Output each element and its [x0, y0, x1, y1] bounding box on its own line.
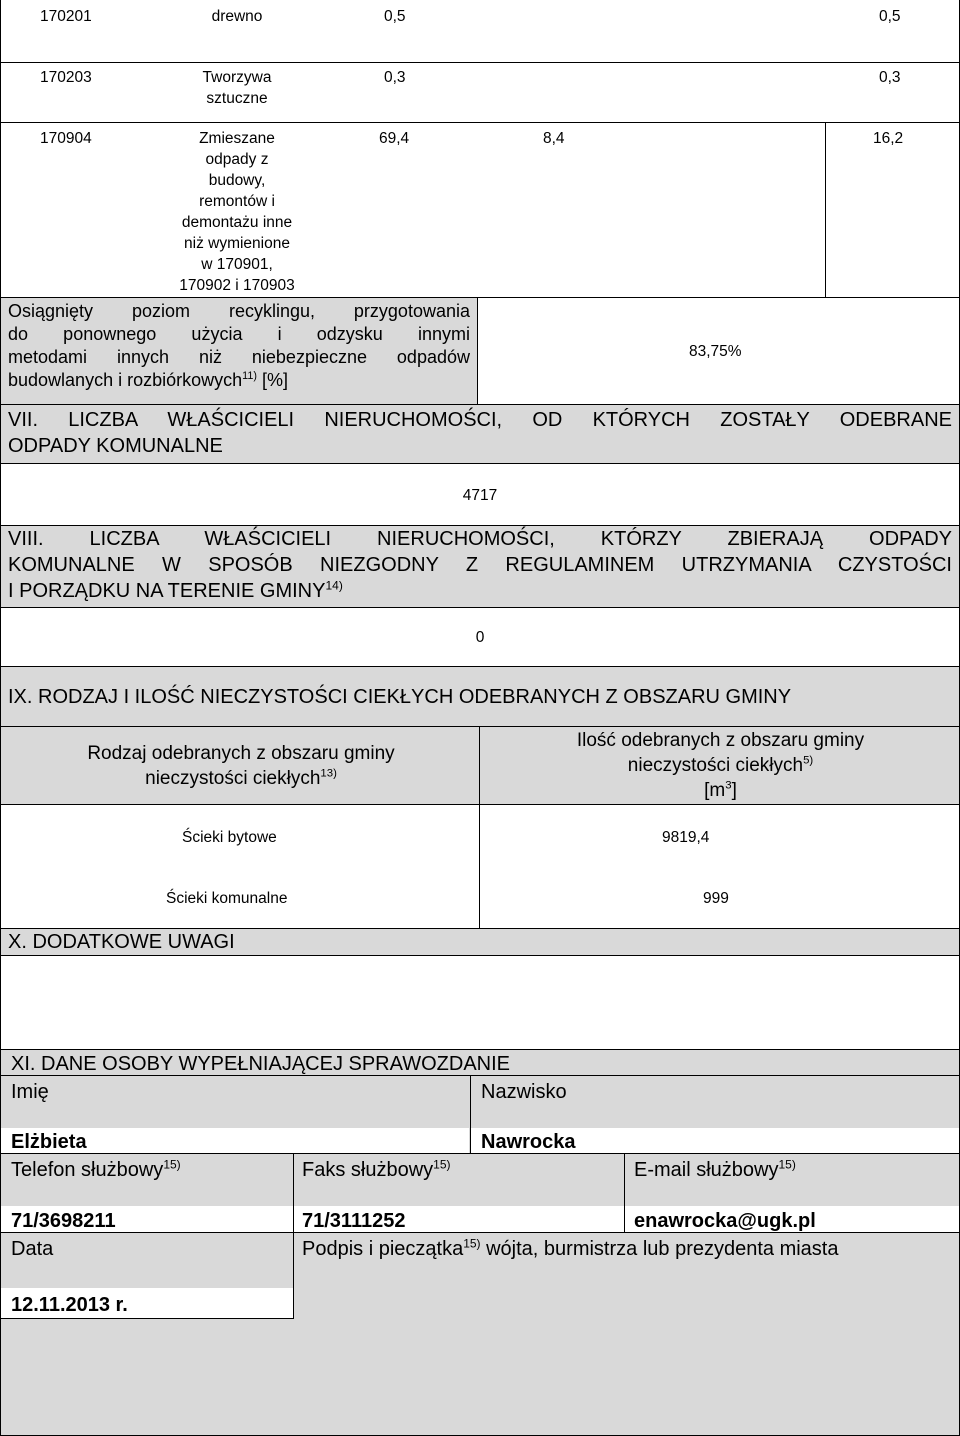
first-name-label: Imię [11, 1081, 49, 1103]
waste-name: drewno [211, 8, 263, 25]
section-viii-value: 0 [475, 629, 485, 646]
section-vii-title: VII. LICZBA WŁAŚCICIELI NIERUCHOMOŚCI, OD KTÓRYCH ZOSTAŁY ODEBRANE ODPADY KOMUNALNE [8, 409, 952, 457]
section-xi-title: XI. DANE OSOBY WYPEŁNIAJĄCEJ SPRAWOZDANIE [11, 1053, 510, 1075]
date-value: 12.11.2013 r. [11, 1294, 128, 1316]
liquid-waste-type-header: Rodzaj odebranych z obszaru gminy nieczystości ciekłych$^{13)}$ [0, 726, 480, 805]
phone-value: 71/3698211 [11, 1210, 116, 1232]
signature-label: Podpis i pieczątka$^{15)}$ wójta, burmistrza lub prezydenta miasta [302, 1236, 839, 1260]
liquid-waste-amount: 9819,4 [662, 829, 710, 846]
waste-code: 170201 [40, 8, 92, 25]
phone-label: Telefon służbowy$^{15)}$ [11, 1157, 181, 1181]
additional-remarks-area [0, 955, 960, 1050]
fax-label: Faks służbowy$^{15)}$ [302, 1157, 451, 1181]
liquid-waste-amount-header: Ilość odebranych z obszaru gminy nieczystości ciekłych$^{5)}$ $[m^3]$ [479, 726, 960, 805]
liquid-waste-type: Ścieki bytowe [182, 829, 277, 846]
waste-value: 0,5 [384, 8, 406, 25]
section-vii-value: 4717 [462, 487, 498, 504]
last-name-label: Nazwisko [481, 1081, 567, 1103]
first-name-value: Elżbieta [11, 1131, 87, 1153]
waste-value: 69,4 [379, 130, 410, 147]
waste-name: Zmieszane odpady z budowy, remontów i demontażu inne niż wymienione w 170901, 170902 i 170903 [179, 130, 295, 294]
waste-code: 170904 [40, 130, 92, 147]
waste-value: 0,3 [879, 69, 901, 86]
waste-code: 170203 [40, 69, 92, 86]
waste-value: 16,2 [873, 130, 904, 147]
email-label: E-mail służbowy$^{15)}$ [634, 1157, 796, 1181]
waste-name: Tworzywa sztuczne [202, 69, 272, 107]
waste-value: 0,3 [384, 69, 406, 86]
liquid-waste-type: Ścieki komunalne [166, 890, 288, 907]
fax-value: 71/3111252 [302, 1210, 406, 1232]
waste-value: 0,5 [879, 8, 901, 25]
section-viii-title: VIII. LICZBA WŁAŚCICIELI NIERUCHOMOŚCI, KTÓRZY ZBIERAJĄ ODPADY KOMUNALNE W SPOSÓB NIEZGODNY Z REGULAMINEM UTRZYMANIA CZYSTOŚCI I PORZĄDKU NA TERENIE GMINY$^{14)}$ [8, 528, 952, 602]
section-x-title: X. DODATKOWE UWAGI [8, 931, 235, 953]
date-label: Data [11, 1238, 54, 1260]
recycling-value: 83,75% [689, 343, 742, 360]
section-ix-title: IX. RODZAJ I ILOŚĆ NIECZYSTOŚCI CIEKŁYCH ODEBRANYCH Z OBSZARU GMINY [8, 686, 792, 708]
last-name-value: Nawrocka [481, 1131, 576, 1153]
liquid-waste-amount: 999 [703, 890, 729, 907]
recycling-label: Osiągnięty poziom recyklingu, przygotowania do ponownego użycia i odzysku innymi metodami innych niż niebezpieczne odpadów budowlanych i rozbiórkowych$^{11)}$ [%] [8, 301, 470, 390]
waste-value: 8,4 [543, 130, 565, 147]
email-value: enawrocka@ugk.pl [634, 1210, 816, 1232]
